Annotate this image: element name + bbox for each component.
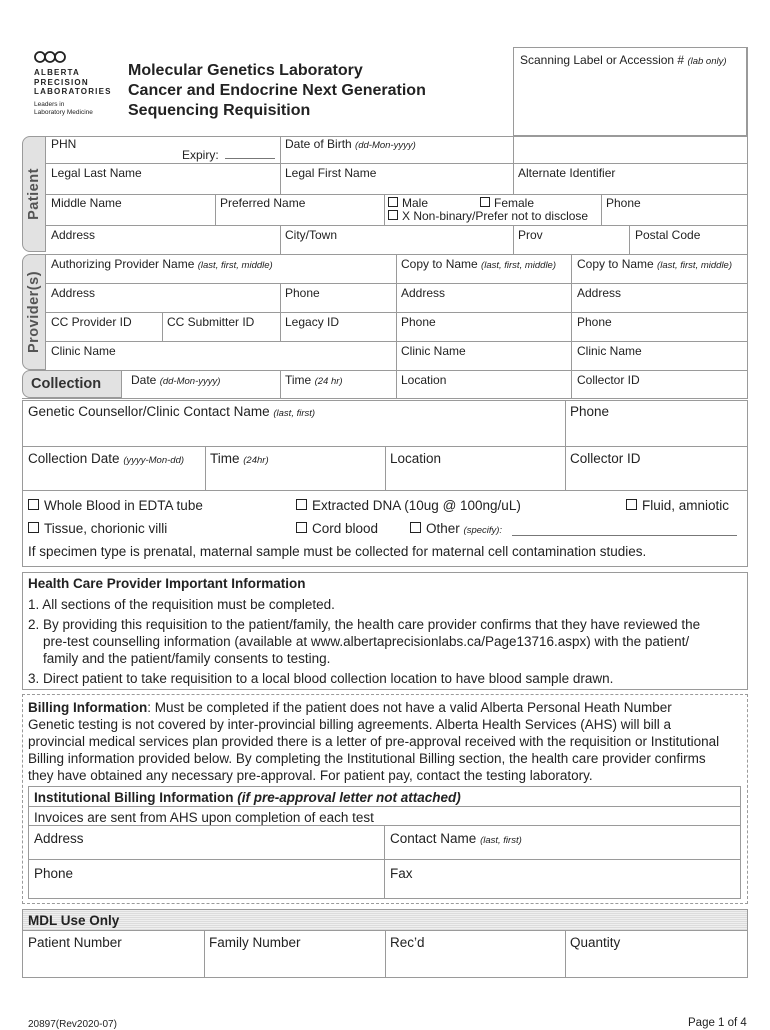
copy-to-2-label: Copy to Name (last, first, middle) [577, 257, 733, 271]
title-line-3: Sequencing Requisition [128, 102, 311, 119]
logo-line-3: LABORATORIES [34, 87, 112, 96]
counsellor-label: Genetic Counsellor/Clinic Contact Name (last, first) [28, 404, 316, 419]
male-checkbox[interactable]: Male [388, 196, 428, 210]
middle-name-label: Middle Name [51, 196, 122, 210]
provider-address-label: Address [51, 286, 96, 300]
billing-line-5: they have obtained any necessary pre-approval. For patient pay, contact the testing laboratory. [28, 768, 593, 783]
logo-tagline-1: Leaders in [34, 100, 65, 108]
collection-time-label: Time (24 hr) [285, 373, 343, 387]
copy-to-1-label: Copy to Name (last, first, middle) [401, 257, 557, 271]
logo-line-2: PRECISION [34, 77, 89, 87]
hcp-info-item-3: 3. Direct patient to take requisition to a local blood collection location to have blood sample drawn. [28, 671, 614, 686]
checkbox-icon [296, 499, 307, 510]
checkbox-icon [28, 522, 39, 533]
billing-contact-label: Contact Name (last, first) [390, 831, 522, 846]
expiry-label: Expiry: [182, 148, 275, 162]
billing-address-label: Address [34, 831, 84, 846]
apl-logo [34, 50, 114, 117]
hcp-info-title: Health Care Provider Important Information [28, 576, 306, 591]
billing-title: Billing Information [28, 700, 148, 715]
copy2-clinic-label: Clinic Name [577, 344, 642, 358]
billing-line-3: provincial medical services plan provided there is a letter of pre-approval received with the requisition or Institutional [28, 734, 720, 749]
providers-tab: Provider(s) [22, 254, 46, 370]
mdl-patient-number-label: Patient Number [28, 935, 122, 950]
copy2-phone-label: Phone [577, 315, 612, 329]
alt-id-label: Alternate Identifier [518, 166, 616, 180]
mdl-header-band [23, 910, 747, 930]
mdl-family-number-label: Family Number [209, 935, 301, 950]
whole-blood-checkbox[interactable]: Whole Blood in EDTA tube [28, 498, 203, 513]
title-line-2: Cancer and Endocrine Next Generation [128, 82, 426, 99]
clinic-name-label: Clinic Name [51, 344, 116, 358]
collection-collector-label: Collector ID [577, 373, 640, 387]
mdl-quantity-label: Quantity [570, 935, 621, 950]
checkbox-icon [296, 522, 307, 533]
collection-location-label: Location [401, 373, 447, 387]
mdl-title: MDL Use Only [28, 913, 120, 928]
logo-line-1: ALBERTA [34, 68, 81, 77]
checkbox-icon [626, 499, 637, 510]
collection-date-2-label: Collection Date (yyyy-Mon-dd) [28, 451, 185, 466]
phn-label: PHN [51, 137, 77, 151]
copy1-address-label: Address [401, 286, 446, 300]
page-number: Page 1 of 4 [688, 1017, 747, 1029]
collection-time-2-label: Time (24hr) [210, 451, 269, 466]
billing-phone-label: Phone [34, 866, 74, 881]
postal-label: Postal Code [635, 228, 701, 242]
auth-provider-label: Authorizing Provider Name (last, first, middle) [51, 257, 273, 271]
dob-label: Date of Birth (dd-Mon-yyyy) [285, 137, 416, 151]
logo-tagline-2: Laboratory Medicine [34, 108, 93, 116]
form-id: 20897(Rev2020-07) [28, 1019, 117, 1030]
tissue-checkbox[interactable]: Tissue, chorionic villi [28, 521, 167, 536]
checkbox-icon [388, 197, 398, 207]
other-specify-line[interactable] [512, 535, 737, 536]
cc-provider-id-label: CC Provider ID [51, 315, 132, 329]
billing-line-1: Billing Information: Must be completed if the patient does not have a valid Alberta Personal Heath Number [28, 700, 672, 715]
collection-date-label: Date (dd-Mon-yyyy) [131, 373, 221, 387]
collection-tab-label: Collection [31, 376, 102, 392]
checkbox-icon [28, 499, 39, 510]
prenatal-note: If specimen type is prenatal, maternal sample must be collected for maternal cell contamination studies. [28, 544, 647, 559]
cc-submitter-id-label: CC Submitter ID [167, 315, 255, 329]
logo-rings-icon [34, 50, 68, 64]
hcp-info-item-2a: 2. By providing this requisition to the patient/family, the health care provider confirms that they have reviewed the [28, 617, 701, 632]
provider-phone-label: Phone [285, 286, 320, 300]
copy1-phone-label: Phone [401, 315, 436, 329]
billing-line-2: Genetic testing is not covered by inter-provincial billing agreements. Alberta Health Services (AHS) will bill a [28, 717, 672, 732]
legacy-id-label: Legacy ID [285, 315, 340, 329]
last-name-label: Legal Last Name [51, 166, 142, 180]
patient-phone-label: Phone [606, 196, 641, 210]
patient-address-label: Address [51, 228, 96, 242]
female-checkbox[interactable]: Female [480, 196, 534, 210]
preferred-name-label: Preferred Name [220, 196, 306, 210]
extracted-dna-checkbox[interactable]: Extracted DNA (10ug @ 100ng/uL) [296, 498, 521, 513]
prov-label: Prov [518, 228, 543, 242]
institutional-billing-title: Institutional Billing Information (if pre-approval letter not attached) [34, 790, 461, 805]
title-line-1: Molecular Genetics Laboratory [128, 62, 363, 79]
city-label: City/Town [285, 228, 338, 242]
checkbox-icon [388, 210, 398, 220]
patient-tab: Patient [22, 136, 46, 252]
fluid-amniotic-checkbox[interactable]: Fluid, amniotic [626, 498, 729, 513]
invoices-note: Invoices are sent from AHS upon completion of each test [34, 810, 374, 825]
billing-fax-label: Fax [390, 866, 413, 881]
mdl-recd-label: Rec’d [390, 935, 425, 950]
first-name-label: Legal First Name [285, 166, 377, 180]
cord-blood-checkbox[interactable]: Cord blood [296, 521, 378, 536]
scanning-label: Scanning Label or Accession # (lab only) [520, 53, 727, 67]
hcp-info-item-1: 1. All sections of the requisition must be completed. [28, 597, 335, 612]
collection-location-2-label: Location [390, 451, 442, 466]
checkbox-icon [410, 522, 421, 533]
copy1-clinic-label: Clinic Name [401, 344, 466, 358]
counsellor-phone-label: Phone [570, 404, 610, 419]
billing-line-4: Billing information provided below. By completing the Institutional Billing section, the health care provider confirms [28, 751, 706, 766]
hcp-info-item-2b: pre-test counselling information (available at www.albertaprecisionlabs.ca/Page13716.aspx) with the patient/ [43, 634, 690, 649]
copy2-address-label: Address [577, 286, 622, 300]
hcp-info-item-2c: family and the patient/family consents to testing. [43, 651, 331, 666]
collection-collector-2-label: Collector ID [570, 451, 641, 466]
form-title [128, 61, 426, 121]
nonbinary-checkbox[interactable]: X Non-binary/Prefer not to disclose [388, 209, 588, 223]
other-checkbox[interactable]: Other (specify): [410, 521, 502, 536]
checkbox-icon [480, 197, 490, 207]
